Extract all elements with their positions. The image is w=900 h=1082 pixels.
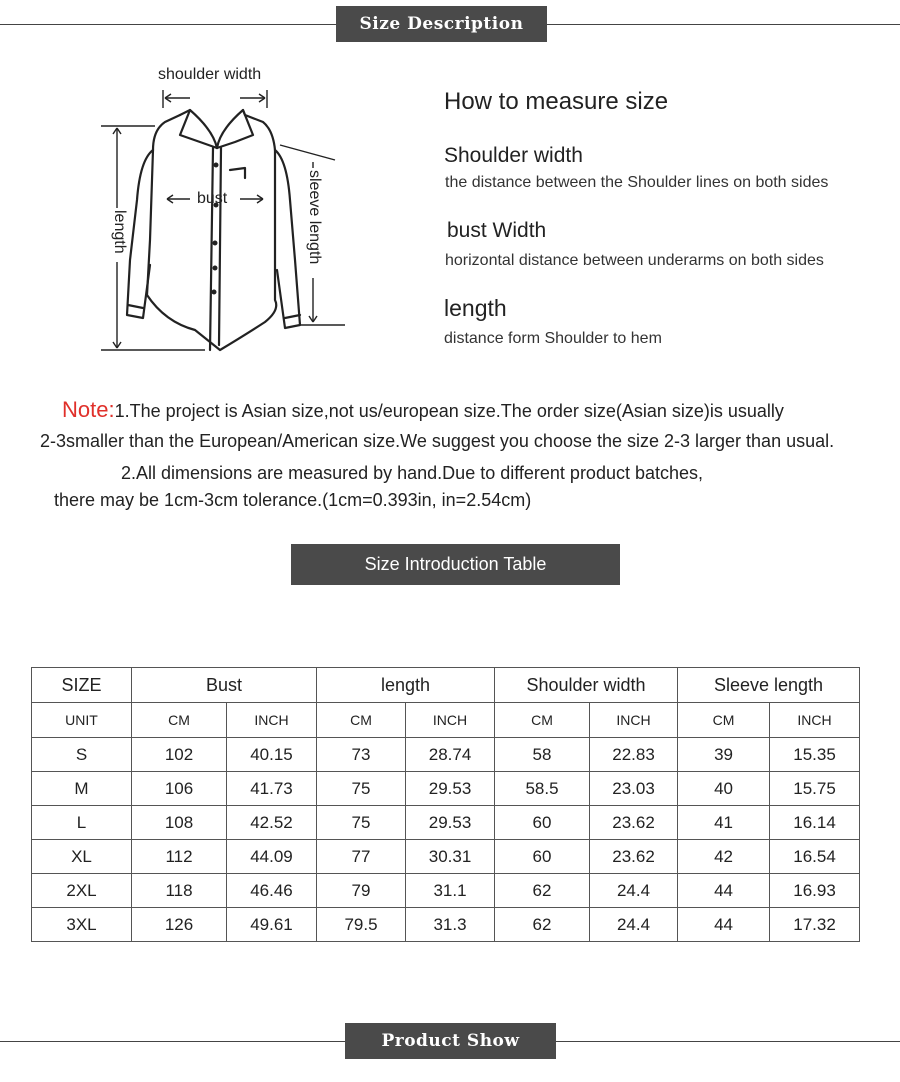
value-cell: 58 [495,738,590,772]
value-cell: 23.62 [590,806,678,840]
note-line-3: 2.All dimensions are measured by hand.Due to different product batches, [121,463,704,483]
unit-cell: INCH [406,703,495,738]
value-cell: 40.15 [227,738,317,772]
value-cell: 31.3 [406,908,495,942]
note-line-1-text: 1.The project is Asian size,not us/european size.The order size(Asian size)is usually [114,401,784,421]
note-label: Note: [62,397,115,422]
value-cell: 118 [132,874,227,908]
table-header-row [32,668,860,703]
value-cell: 62 [495,874,590,908]
value-cell: 24.4 [590,874,678,908]
value-cell: 102 [132,738,227,772]
value-cell: 46.46 [227,874,317,908]
value-cell: 75 [317,772,406,806]
size-description-header: Size Description [336,6,547,42]
value-cell: 29.53 [406,806,495,840]
value-cell: 16.54 [770,840,860,874]
header-rule-right [547,24,900,25]
value-cell: 60 [495,806,590,840]
value-cell: 77 [317,840,406,874]
table-row [32,874,860,908]
sleeve-length-label: sleeve length [306,170,323,265]
size-table [31,667,860,942]
value-cell: 40 [678,772,770,806]
value-cell: 106 [132,772,227,806]
value-cell: 31.1 [406,874,495,908]
footer-rule-left [0,1041,345,1042]
value-cell: 75 [317,806,406,840]
size-cell: M [32,772,132,806]
measure-length-desc: distance form Shoulder to hem [444,330,662,347]
shoulder-header-cell: Shoulder width [495,668,678,703]
value-cell: 15.75 [770,772,860,806]
value-cell: 29.53 [406,772,495,806]
value-cell: 44 [678,874,770,908]
table-row [32,772,860,806]
unit-cell: INCH [590,703,678,738]
shirt-measure-diagram [95,60,360,360]
measure-bust-title: bust Width [447,219,547,242]
unit-cell: INCH [227,703,317,738]
value-cell: 17.32 [770,908,860,942]
value-cell: 30.31 [406,840,495,874]
value-cell: 41 [678,806,770,840]
note-line-1 [62,397,784,423]
size-cell: 3XL [32,908,132,942]
value-cell: 16.14 [770,806,860,840]
table-row [32,840,860,874]
note-line-4: there may be 1cm-3cm tolerance.(1cm=0.393in, in=2.54cm) [54,490,532,510]
value-cell: 16.93 [770,874,860,908]
table-row [32,738,860,772]
value-cell: 73 [317,738,406,772]
bust-header-cell: Bust [132,668,317,703]
size-header-cell: SIZE [32,668,132,703]
value-cell: 23.03 [590,772,678,806]
measure-shoulder-desc: the distance between the Shoulder lines on both sides [445,174,829,191]
table-row [32,806,860,840]
measure-length-title: length [444,295,507,321]
unit-cell: CM [132,703,227,738]
value-cell: 108 [132,806,227,840]
note-line-2: 2-3smaller than the European/American size.We suggest you choose the size 2-3 larger than usual. [40,431,835,451]
value-cell: 112 [132,840,227,874]
value-cell: 79.5 [317,908,406,942]
unit-header-cell: UNIT [32,703,132,738]
size-cell: L [32,806,132,840]
value-cell: 44.09 [227,840,317,874]
value-cell: 126 [132,908,227,942]
value-cell: 42 [678,840,770,874]
value-cell: 60 [495,840,590,874]
header-rule-left [0,24,336,25]
unit-cell: CM [317,703,406,738]
unit-cell: INCH [770,703,860,738]
measure-bust-desc: horizontal distance between underarms on both sides [445,252,824,269]
value-cell: 62 [495,908,590,942]
length-label: length [111,210,128,254]
bust-label: bust [197,190,228,207]
footer-rule-right [556,1041,900,1042]
value-cell: 49.61 [227,908,317,942]
measure-title: How to measure size [444,88,669,115]
measure-shoulder-title: Shoulder width [444,144,583,167]
size-cell: XL [32,840,132,874]
shoulder-width-label: shoulder width [158,66,262,83]
value-cell: 22.83 [590,738,678,772]
table-body [32,738,860,942]
value-cell: 28.74 [406,738,495,772]
value-cell: 39 [678,738,770,772]
size-intro-header: Size Introduction Table [291,544,620,585]
value-cell: 79 [317,874,406,908]
value-cell: 44 [678,908,770,942]
value-cell: 41.73 [227,772,317,806]
value-cell: 24.4 [590,908,678,942]
size-cell: 2XL [32,874,132,908]
value-cell: 23.62 [590,840,678,874]
product-show-header: Product Show [345,1023,556,1059]
table-unit-row [32,703,860,738]
value-cell: 15.35 [770,738,860,772]
value-cell: 42.52 [227,806,317,840]
size-cell: S [32,738,132,772]
sleeve-header-cell: Sleeve length [678,668,860,703]
value-cell: 58.5 [495,772,590,806]
unit-cell: CM [495,703,590,738]
length-header-cell: length [317,668,495,703]
table-row [32,908,860,942]
unit-cell: CM [678,703,770,738]
